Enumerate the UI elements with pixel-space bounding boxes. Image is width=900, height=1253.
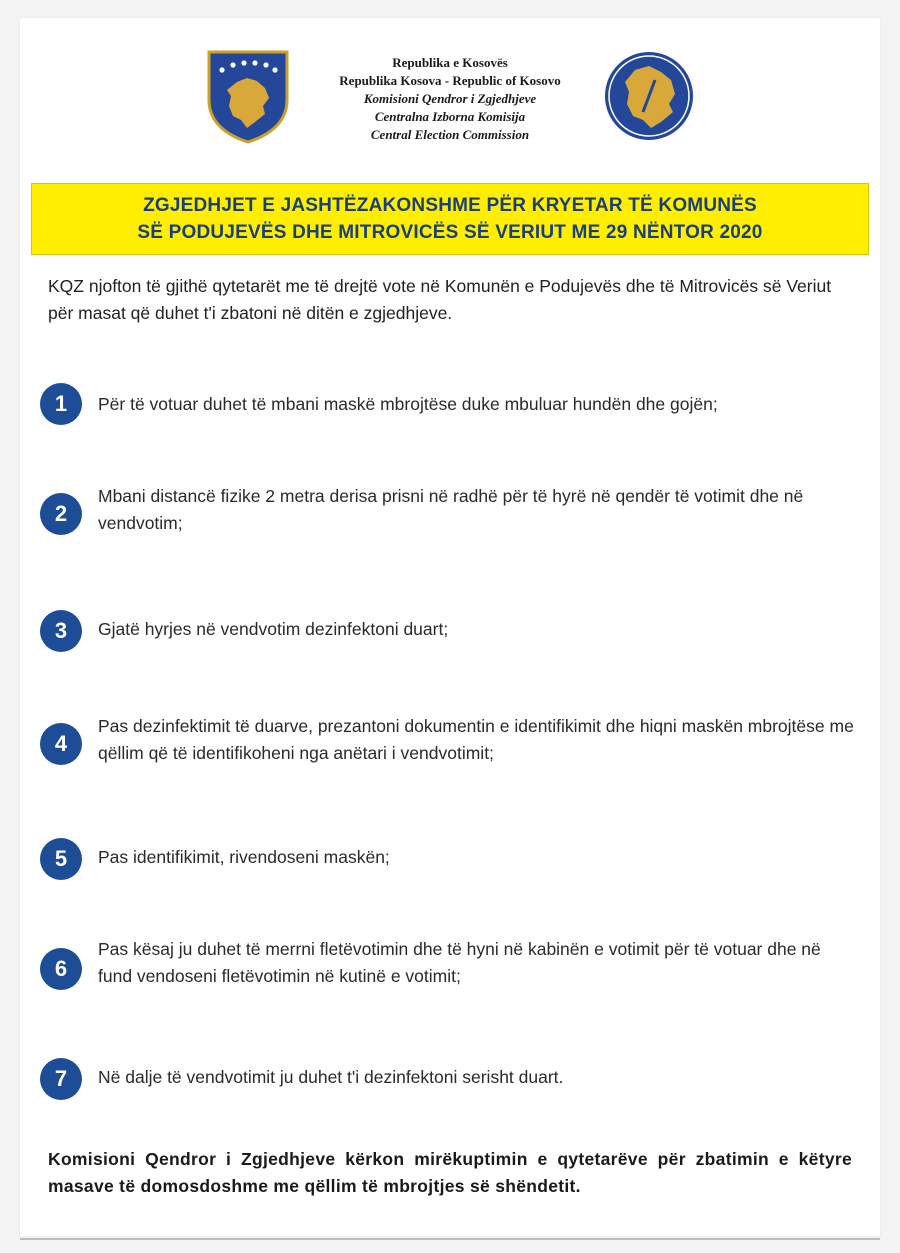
header <box>20 48 880 158</box>
header-line: Central Election Commission <box>370 127 530 142</box>
header-line: Republika Kosova - Republic of Kosovo <box>339 73 561 88</box>
institution-header <box>290 54 610 144</box>
title-line-1: ZGJEDHJET E JASHTËZAKONSHME PËR KRYETAR TË KOMUNËS <box>143 195 757 216</box>
title-banner <box>31 183 869 255</box>
measure-text: Gjatë hyrjes në vendvotim dezinfektoni duart; <box>98 619 449 639</box>
measure-text: Për të votuar duhet të mbani maskë mbrojtëse duke mbuluar hundën dhe gojën; <box>98 394 718 414</box>
header-line: Centralna Izborna Komisija <box>374 109 526 124</box>
measure-text: Pas kësaj ju duhet të merrni fletëvotimin dhe të hyni në kabinën e votimit për të votuar dhe në fund vendoseni fletëvotimin në kutinë e votimit; <box>98 939 821 986</box>
measure-text: Mbani distancë fizike 2 metra derisa prisni në radhë për të hyrë në qendër të votimit dhe në vendvotim; <box>98 486 804 533</box>
kosovo-coat-of-arms-icon <box>203 48 293 144</box>
measure-text: Pas identifikimit, rivendoseni maskën; <box>98 847 390 867</box>
intro-paragraph: KQZ njofton të gjithë qytetarët me të drejtë vote në Komunën e Podujevës dhe të Mitrovicës së Veriut për masat që duhet t'i zbatoni në ditën e zgjedhjeve. <box>48 276 832 323</box>
number-badge: 2 <box>40 493 82 535</box>
number-badge: 5 <box>40 838 82 880</box>
measure-text: Në dalje të vendvotimit ju duhet t'i dezinfektoni serisht duart. <box>98 1067 564 1087</box>
number-badge: 3 <box>40 610 82 652</box>
header-line: Komisioni Qendror i Zgjedhjeve <box>363 91 537 106</box>
header-line: Republika e Kosovës <box>392 55 508 70</box>
central-election-commission-logo-icon <box>603 50 695 142</box>
measure-text: Pas dezinfektimit të duarve, prezantoni dokumentin e identifikimit dhe hiqni maskën mbrojtëse me qëllim që të identifikoheni nga anëtari i vendvotimit; <box>98 716 854 763</box>
number-badge: 1 <box>40 383 82 425</box>
title-line-2: SË PODUJEVËS DHE MITROVICËS SË VERIUT ME 29 NËNTOR 2020 <box>137 222 763 243</box>
page-bottom-divider <box>20 1238 880 1240</box>
notice-page <box>20 18 880 1236</box>
number-badge: 6 <box>40 948 82 990</box>
number-badge: 7 <box>40 1058 82 1100</box>
closing-paragraph: Komisioni Qendror i Zgjedhjeve kërkon mirëkuptimin e qytetarëve për zbatimin e këtyre masave të domosdoshme me qëllim të mbrojtjes së shëndetit. <box>48 1149 852 1196</box>
number-badge: 4 <box>40 723 82 765</box>
